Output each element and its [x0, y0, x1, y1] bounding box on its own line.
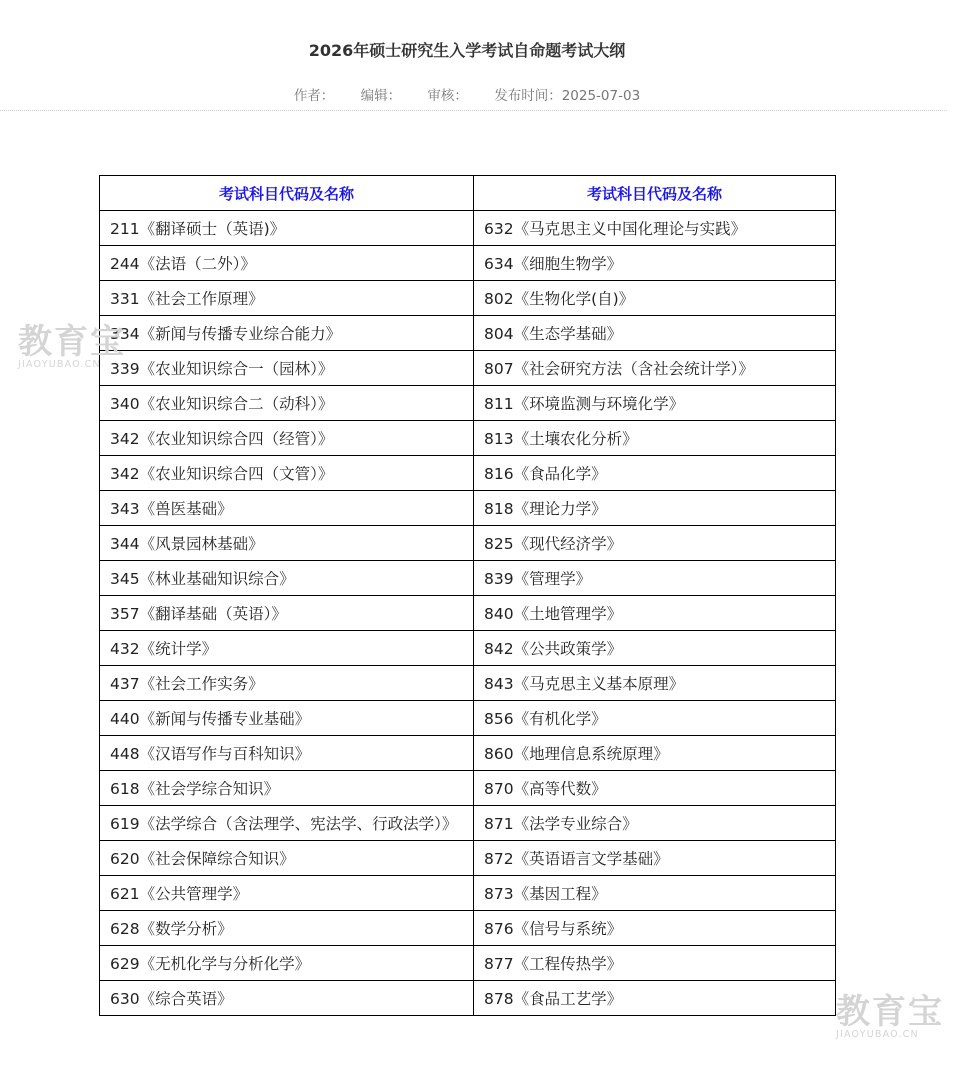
table-row — [100, 561, 836, 596]
subject-cell: 357《翻译基础（英语）》 — [100, 596, 474, 631]
subject-cell: 856《有机化学》 — [474, 701, 836, 736]
watermark-brand: 教育宝 — [18, 322, 126, 362]
subject-cell: 618《社会学综合知识》 — [100, 771, 474, 806]
subject-cell: 630《综合英语》 — [100, 981, 474, 1016]
table-row — [100, 946, 836, 981]
table-row — [100, 211, 836, 246]
table-row — [100, 421, 836, 456]
subject-cell: 629《无机化学与分析化学》 — [100, 946, 474, 981]
table-row — [100, 631, 836, 666]
table-row — [100, 246, 836, 281]
subject-cell: 344《风景园林基础》 — [100, 526, 474, 561]
table-row — [100, 666, 836, 701]
subject-cell: 334《新闻与传播专业综合能力》 — [100, 316, 474, 351]
subject-cell: 632《马克思主义中国化理论与实践》 — [474, 211, 836, 246]
watermark-left — [18, 322, 126, 371]
subject-cell: 211《翻译硕士（英语)》 — [100, 211, 474, 246]
subject-cell: 628《数学分析》 — [100, 911, 474, 946]
subject-cell: 813《土壤农化分析》 — [474, 421, 836, 456]
table-row — [100, 806, 836, 841]
table-row — [100, 281, 836, 316]
subject-cell: 876《信号与系统》 — [474, 911, 836, 946]
table-row — [100, 876, 836, 911]
article-title: 2026年硕士研究生入学考试自命题考试大纲 — [308, 41, 626, 60]
subject-cell: 448《汉语写作与百科知识》 — [100, 736, 474, 771]
watermark-domain: JIAOYUBAO.CN — [836, 1029, 919, 1040]
watermark-brand: 教育宝 — [836, 992, 944, 1032]
subject-cell: 842《公共政策学》 — [474, 631, 836, 666]
author-label: 作者： — [293, 88, 335, 104]
table-row — [100, 701, 836, 736]
subject-cell: 342《农业知识综合四（经管）》 — [100, 421, 474, 456]
table-row — [100, 596, 836, 631]
table-row — [100, 526, 836, 561]
editor-label: 编辑： — [360, 88, 402, 104]
table-row — [100, 491, 836, 526]
subject-cell: 804《生态学基础》 — [474, 316, 836, 351]
subject-cell: 811《环境监测与环境化学》 — [474, 386, 836, 421]
subject-cell: 873《基因工程》 — [474, 876, 836, 911]
table-row — [100, 981, 836, 1016]
subject-cell: 331《社会工作原理》 — [100, 281, 474, 316]
publish-date: 2025-07-03 — [561, 88, 641, 104]
subject-cell: 860《地理信息系统原理》 — [474, 736, 836, 771]
table-row — [100, 351, 836, 386]
subject-cell: 634《细胞生物学》 — [474, 246, 836, 281]
table-row — [100, 841, 836, 876]
table-row — [100, 736, 836, 771]
meta-divider — [0, 110, 947, 111]
article-meta — [0, 84, 934, 104]
subject-cell: 345《林业基础知识综合》 — [100, 561, 474, 596]
subject-cell: 816《食品化学》 — [474, 456, 836, 491]
subject-cell: 619《法学综合（含法理学、宪法学、行政法学）》 — [100, 806, 474, 841]
subject-cell: 340《农业知识综合二（动科）》 — [100, 386, 474, 421]
publish-label: 发布时间： — [494, 88, 562, 104]
subject-cell: 877《工程传热学》 — [474, 946, 836, 981]
subject-cell: 342《农业知识综合四（文管）》 — [100, 456, 474, 491]
table-body — [100, 211, 836, 1016]
subject-cell: 621《公共管理学》 — [100, 876, 474, 911]
table-header-cell: 考试科目代码及名称 — [100, 176, 474, 211]
subject-cell: 839《管理学》 — [474, 561, 836, 596]
table-row — [100, 456, 836, 491]
subject-cell: 807《社会研究方法（含社会统计学）》 — [474, 351, 836, 386]
watermark-domain: JIAOYUBAO.CN — [18, 359, 101, 370]
table-header-row — [100, 176, 836, 211]
table-row — [100, 771, 836, 806]
exam-subject-table — [99, 175, 836, 1016]
subject-cell: 802《生物化学(自)》 — [474, 281, 836, 316]
subject-cell: 825《现代经济学》 — [474, 526, 836, 561]
table-row — [100, 386, 836, 421]
subject-cell: 843《马克思主义基本原理》 — [474, 666, 836, 701]
subject-cell: 872《英语语言文学基础》 — [474, 841, 836, 876]
table-header-cell: 考试科目代码及名称 — [474, 176, 836, 211]
subject-cell: 870《高等代数》 — [474, 771, 836, 806]
subject-cell: 244《法语（二外）》 — [100, 246, 474, 281]
subject-cell: 440《新闻与传播专业基础》 — [100, 701, 474, 736]
subject-cell: 878《食品工艺学》 — [474, 981, 836, 1016]
subject-cell: 620《社会保障综合知识》 — [100, 841, 474, 876]
subject-cell: 818《理论力学》 — [474, 491, 836, 526]
subject-cell: 343《兽医基础》 — [100, 491, 474, 526]
watermark-right — [836, 992, 944, 1041]
subject-cell: 432《统计学》 — [100, 631, 474, 666]
subject-cell: 840《土地管理学》 — [474, 596, 836, 631]
subject-cell: 437《社会工作实务》 — [100, 666, 474, 701]
subject-cell: 871《法学专业综合》 — [474, 806, 836, 841]
subject-cell: 339《农业知识综合一（园林）》 — [100, 351, 474, 386]
table-row — [100, 911, 836, 946]
table-row — [100, 316, 836, 351]
reviewer-label: 审核： — [427, 88, 468, 104]
publish-time — [494, 88, 640, 104]
